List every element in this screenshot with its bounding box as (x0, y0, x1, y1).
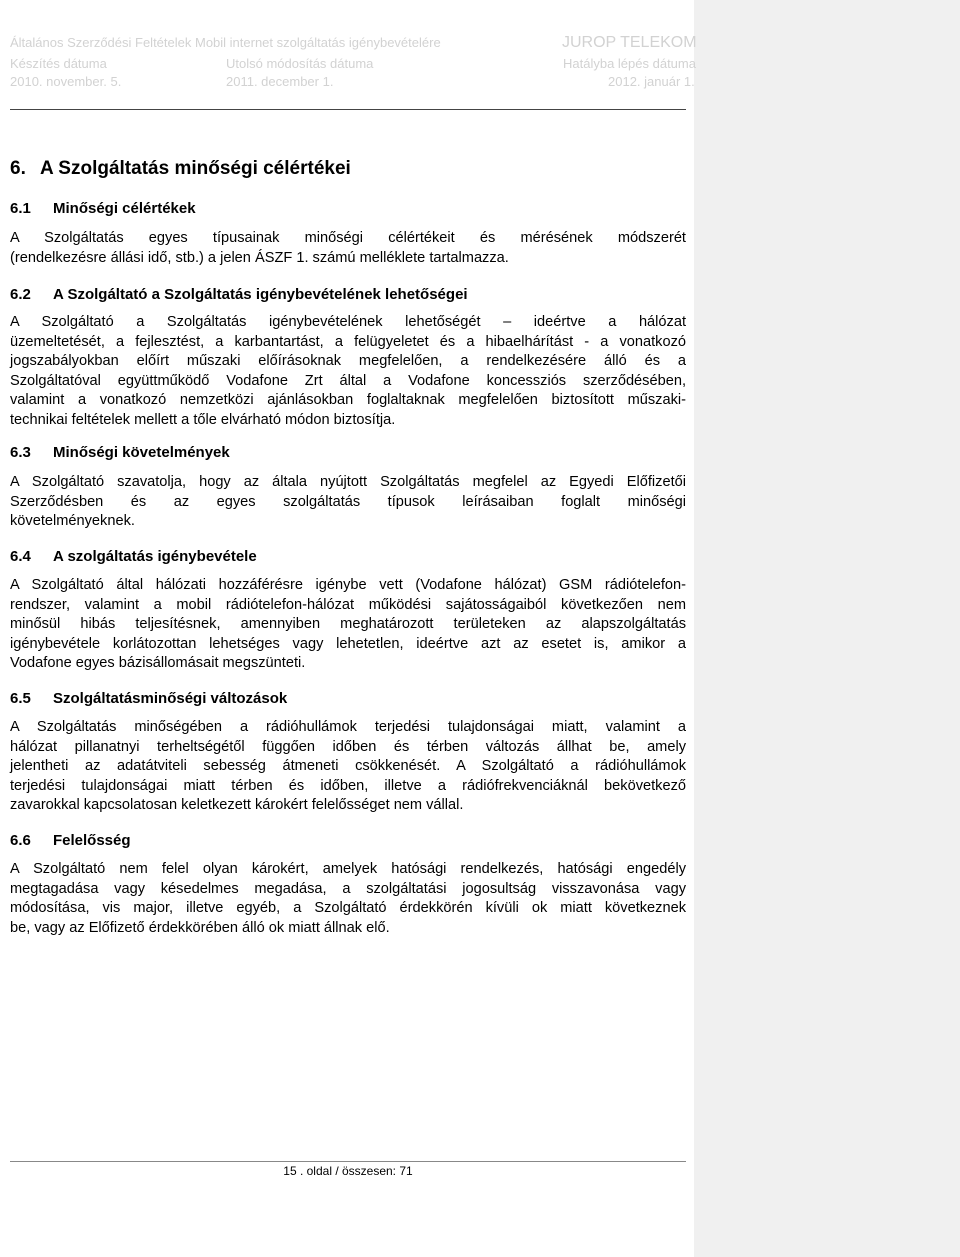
paragraph-6-2 (10, 313, 686, 431)
section-heading (10, 157, 351, 181)
text-line: Szerződésben és az egyes szolgáltatás típusok leírásaiban foglalt minőségi (10, 493, 686, 510)
header-modified-date: 2011. december 1. (226, 74, 334, 89)
text-line: A Szolgáltató nem felel olyan károkért, amelyek hatósági rendelkezés, hatósági engedély (10, 861, 686, 877)
subsection-title: A szolgáltatás igénybevétele (53, 548, 257, 565)
section-title: A Szolgáltatás minőségi célértékei (40, 158, 351, 179)
text-line: igénybevétele korlátozottan lehetséges vagy lehetetlen, ideértve azt az esetet is, amikor a (10, 635, 686, 652)
comment-margin-panel (694, 0, 960, 1257)
text-line: megtagadása vagy késedelmes megadása, a szolgáltatási jogosultság visszavonása vagy (10, 880, 686, 897)
subsection-title: Minőségi követelmények (53, 444, 230, 461)
text-line: A Szolgáltató által hálózati hozzáférésre igénybe vett (Vodafone hálózat) GSM rádiótelefon- (10, 577, 686, 593)
subsection-title: A Szolgáltató a Szolgáltatás igénybevételének lehetőségei (53, 286, 468, 303)
header-modified-label: Utolsó módosítás dátuma (226, 56, 374, 71)
subsection-heading-6-4 (10, 548, 257, 566)
text-line: minősül hibás teljesítésnek, amennyiben meghatározott területeken az alapszolgáltatás (10, 616, 686, 633)
text-line: zavarokkal kapcsolatosan keletkezett károkért felelősséget nem vállal. (10, 797, 464, 814)
subsection-heading-6-2 (10, 286, 468, 304)
subsection-title: Minőségi célértékek (53, 200, 196, 217)
subsection-number: 6.3 (10, 444, 31, 461)
text-line: A Szolgáltató a Szolgáltatás igénybevételének lehetőségét – ideértve a hálózat (10, 314, 686, 330)
text-line: jogszabályokban előírt műszaki előírásoknak megfelelően, a rendelkezésére álló és a (10, 353, 686, 370)
text-line: Szolgáltatóval együttműködő Vodafone Zrt által a Vodafone koncessziós szerződésében, (10, 372, 686, 389)
text-line: módosítása, vis major, illetve egyéb, a Szolgáltató érdekkörén kívüli ok miatt következnek (10, 900, 686, 917)
subsection-heading-6-3 (10, 444, 230, 462)
subsection-number: 6.2 (10, 286, 31, 303)
text-line: terjedési tulajdonságai miatt térben és időben, illetve a rádiófrekvenciáknál bekövetkező (10, 777, 686, 794)
header-effective-date: 2012. január 1. (608, 74, 695, 89)
text-line: A Szolgáltatás minőségében a rádióhullámok terjedési tulajdonságai miatt, valamint a (10, 719, 686, 735)
footer-rule (10, 1161, 686, 1162)
text-line: (rendelkezésre állási idő, stb.) a jelen ÁSZF 1. számú melléklete tartalmazza. (10, 249, 509, 266)
header-doc-title: Általános Szerződési Feltételek Mobil internet szolgáltatás igénybevételére (10, 35, 441, 50)
text-line: Vodafone egyes bázisállomásait megszünteti. (10, 655, 306, 672)
subsection-number: 6.5 (10, 690, 31, 707)
header-company: JUROP TELEKOM (562, 34, 697, 51)
header-created-label: Készítés dátuma (10, 56, 107, 71)
text-line: A Szolgáltatás egyes típusainak minőségi célértékeit és mérésének módszerét (10, 230, 686, 246)
subsection-heading-6-1 (10, 200, 196, 218)
subsection-number: 6.1 (10, 200, 31, 217)
header-rule (10, 109, 686, 110)
paragraph-6-6 (10, 860, 686, 938)
text-line: technikai feltételek mellett a tőle elvárható módon biztosítja. (10, 411, 396, 428)
subsection-number: 6.4 (10, 548, 31, 565)
paragraph-6-1 (10, 229, 686, 268)
paragraph-6-4 (10, 576, 686, 674)
header-effective-label: Hatályba lépés dátuma (563, 56, 696, 71)
paragraph-6-5 (10, 718, 686, 816)
text-line: be, vagy az Előfizető érdekkörében álló ok miatt állnak elő. (10, 919, 390, 936)
subsection-heading-6-5 (10, 690, 287, 708)
text-line: rendszer, valamint a mobil rádiótelefon-hálózat működési sajátosságaiból következően nem (10, 596, 686, 613)
text-line: üzemeltetését, a fejlesztést, a karbantartást, a felügyeletet és a hibaelhárítást - a vonatkozó (10, 333, 686, 350)
subsection-title: Felelősség (53, 832, 131, 849)
page-number: 15 . oldal / összesen: 71 (283, 1164, 413, 1178)
text-line: A Szolgáltató szavatolja, hogy az általa nyújtott Szolgáltatás megfelel az Egyedi Előfizetői (10, 474, 686, 490)
subsection-number: 6.6 (10, 832, 31, 849)
text-line: hálózat pillanatnyi terheltségétől függően időben és térben változás állhat be, amely (10, 738, 686, 755)
text-line: jelentheti az adatátviteli sebesség átmeneti csökkenését. A Szolgáltató a rádióhullámok (10, 758, 686, 775)
header-created-date: 2010. november. 5. (10, 74, 122, 89)
section-number: 6. (10, 158, 26, 179)
text-line: valamint a vonatkozó nemzetközi ajánlásokban foglaltaknak megfelelően biztosított műszaki- (10, 392, 686, 409)
text-line: követelményeknek. (10, 513, 135, 530)
subsection-heading-6-6 (10, 832, 131, 850)
subsection-title: Szolgáltatásminőségi változások (53, 690, 288, 707)
paragraph-6-3 (10, 473, 686, 532)
